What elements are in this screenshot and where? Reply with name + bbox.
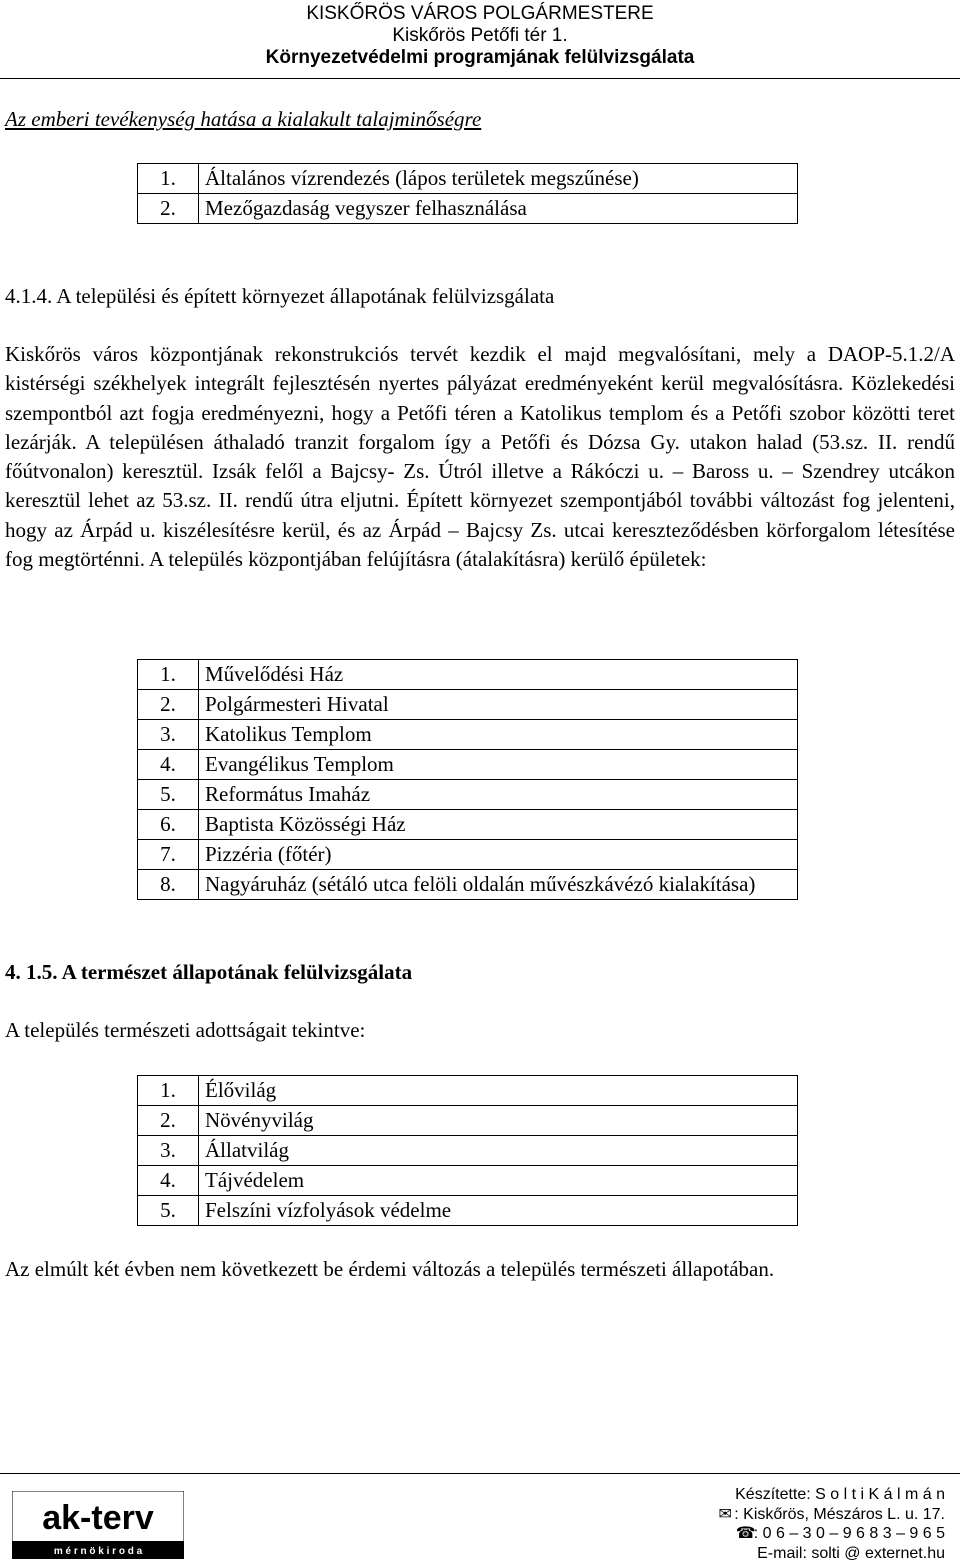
item-text: Élővilág [199,1076,798,1106]
prepared-label: Készítette: [735,1486,811,1503]
item-number: 4. [138,1166,199,1196]
table-row [138,750,798,780]
table-row [138,1166,798,1196]
item-number: 3. [138,720,199,750]
table-row [138,840,798,870]
nature-title: 4. 1.5. A természet állapotának felülvizsgálata [5,960,413,984]
telephone-icon: ☎ [735,1525,756,1543]
nature-table [137,1075,798,1226]
header-title: KISKŐRÖS VÁROS POLGÁRMESTERE [306,3,654,24]
human-impact-table [137,163,798,224]
company-logo [12,1491,184,1559]
item-text: Mezőgazdaság vegyszer felhasználása [199,194,798,224]
item-text: Felszíni vízfolyások védelme [199,1196,798,1226]
contact-block [716,1485,945,1563]
table-row [138,164,798,194]
table-row [138,1076,798,1106]
table-row [138,194,798,224]
item-text: Általános vízrendezés (lápos területek megszűnése) [199,164,798,194]
item-number: 1. [138,660,199,690]
table-row [138,870,798,900]
table-row [138,720,798,750]
item-text: Pizzéria (főtér) [199,840,798,870]
item-text: Baptista Közösségi Ház [199,810,798,840]
item-number: 7. [138,840,199,870]
logo-text: ak-terv [42,1499,154,1537]
table-row [138,660,798,690]
item-number: 1. [138,164,199,194]
item-number: 5. [138,780,199,810]
built-environment-paragraph: Kiskőrös város központjának rekonstrukciós tervét kezdik el majd megvalósítani, mely a DAOP-5.1.2/A kistérségi székhelyek integrált fejlesztésén nyertes pályázat eredményeként kerül megvalósításra. Közlekedési szempontból azt fogja eredményezni, hogy a Petőfi téren a Katolikus templom és a Petőfi szobor közötti teret lezárják. A településen áthaladó tranzit forgalom így a Petőfi és Dózsa Gy. utakon halad (53.sz. II. rendű főútvonalon) keresztül. Izsák felől a Bajcsy- Zs. Útról illetve a Rákóczi u. – Baross u. – Szendrey utcákon keresztül lehet az 53.sz. II. rendű útra eljutni. Épített környezet szempontjából további változást fog jelenteni, hogy az Árpád u. kiszélesítésre kerül, és az Árpád – Bajcsy Zs. utcai kereszteződésben körforgalom létesítése fog megtörténni. A település központjában felújításra (átalakításra) kerülő épületek: [5,342,955,572]
mailbox-icon: ✉ [718,1505,732,1523]
buildings-table [137,659,798,900]
table-row [138,810,798,840]
item-text: Evangélikus Templom [199,750,798,780]
item-number: 3. [138,1136,199,1166]
item-text: Katolikus Templom [199,720,798,750]
table-row [138,1136,798,1166]
item-text: Növényvilág [199,1106,798,1136]
address-text: : Kiskőrös, Mészáros L. u. 17. [734,1505,945,1523]
table-row [138,1106,798,1136]
prepared-name: S o l t i K á l m á n [815,1486,945,1503]
item-number: 8. [138,870,199,900]
item-number: 2. [138,1106,199,1136]
page-header [0,3,960,69]
nature-intro: A település természeti adottságait tekintve: [5,1018,366,1042]
prepared-by [716,1485,945,1505]
built-environment-title: 4.1.4. A települési és épített környezet állapotának felülvizsgálata [5,284,555,308]
human-impact-heading: Az emberi tevékenység hatása a kialakult talajminőségre [5,107,482,131]
item-text: Tájvédelem [199,1166,798,1196]
phone-line [716,1524,945,1544]
item-number: 6. [138,810,199,840]
item-text: Polgármesteri Hivatal [199,690,798,720]
header-divider [0,78,960,79]
item-text: Állatvilág [199,1136,798,1166]
item-number: 4. [138,750,199,780]
table-row [138,690,798,720]
phone-text: : 0 6 – 3 0 – 9 6 8 3 – 9 6 5 [753,1525,945,1543]
item-text: Művelődési Ház [199,660,798,690]
table-row [138,780,798,810]
nature-closing: Az elmúlt két évben nem következett be érdemi változás a település természeti állapotában. [5,1257,775,1281]
footer-divider [0,1473,960,1474]
email-text: E-mail: solti @ externet.hu [757,1544,945,1562]
header-address: Kiskőrös Petőfi tér 1. [392,25,568,46]
item-text: Nagyáruház (sétáló utca felöli oldalán művészkávézó kialakítása) [199,870,798,900]
table-row [138,1196,798,1226]
item-text: Református Imaház [199,780,798,810]
item-number: 1. [138,1076,199,1106]
email-line [716,1544,945,1564]
logo-graphic [12,1491,184,1559]
item-number: 2. [138,194,199,224]
item-number: 5. [138,1196,199,1226]
logo-subtext: m é r n ö k i r o d a [53,1546,143,1557]
header-subtitle: Környezetvédelmi programjának felülvizsgálata [265,47,695,68]
item-number: 2. [138,690,199,720]
address-line [716,1505,945,1525]
